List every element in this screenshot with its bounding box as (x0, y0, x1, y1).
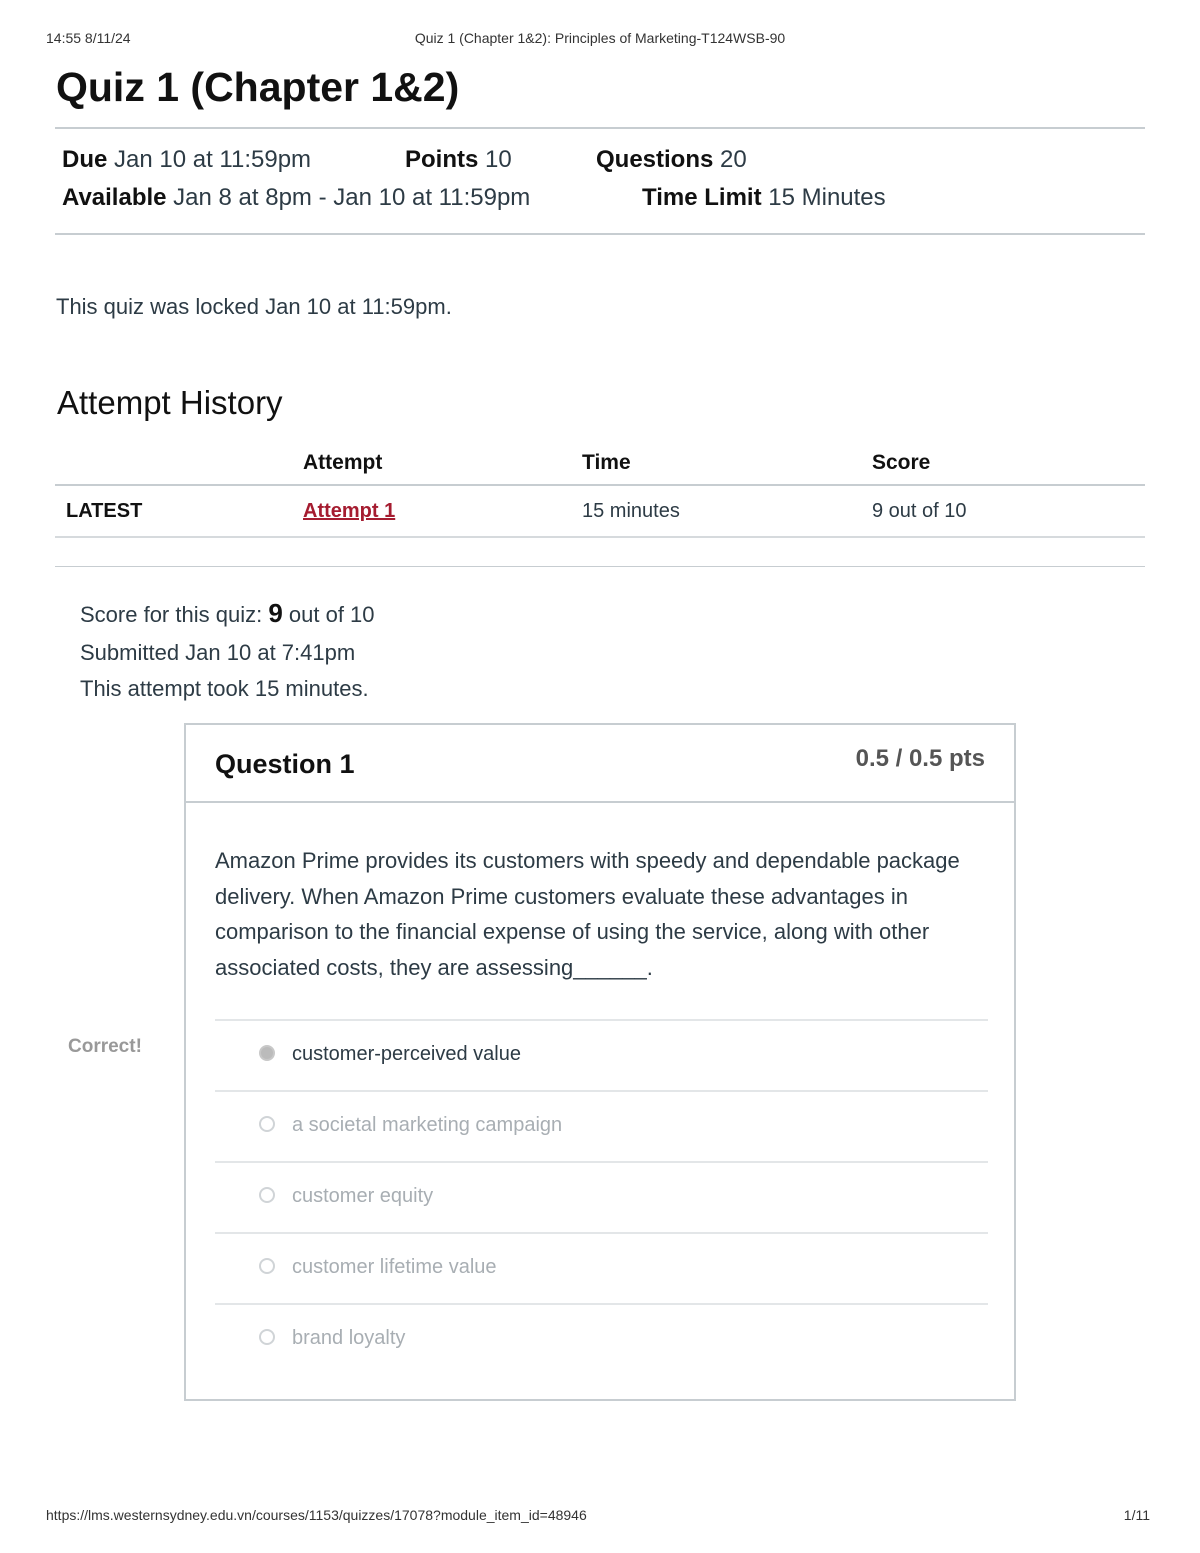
radio-icon[interactable] (259, 1187, 275, 1203)
attempt-score: 9 out of 10 (872, 500, 967, 522)
divider (55, 233, 1145, 235)
score-value: 9 (268, 598, 283, 628)
question-text: Amazon Prime provides its customers with speedy and dependable package delivery. When Amazon Prime customers evaluate these advantages in comparison to the financial expense of using the service, along with other associated costs, they are assessing______. (215, 848, 960, 980)
question-points: 0.5 / 0.5 pts (855, 745, 985, 772)
quiz-points (405, 146, 512, 174)
question-title: Question 1 (215, 749, 355, 779)
attempt-history-table (55, 446, 1145, 538)
attempt-history-title: Attempt History (57, 384, 283, 421)
score-prefix: Score for this quiz: (80, 602, 263, 627)
points-value: 10 (485, 146, 512, 173)
points-label: Points (405, 146, 479, 173)
available-value: Jan 8 at 8pm - Jan 10 at 11:59pm (173, 184, 531, 211)
attempt-time: 15 minutes (582, 500, 680, 522)
print-doc-title: Quiz 1 (Chapter 1&2): Principles of Marketing-T124WSB-90 (414, 30, 786, 46)
answer-label: customer equity (292, 1185, 434, 1207)
correct-answer-flag (60, 1026, 189, 1069)
radio-icon[interactable] (259, 1329, 275, 1345)
radio-icon[interactable] (259, 1258, 275, 1274)
score-suffix: out of 10 (288, 602, 375, 627)
print-url: https://lms.westernsydney.edu.vn/courses/1153/quizzes/17078?module_item_id=48946 (46, 1507, 587, 1523)
print-timestamp: 14:55 8/11/24 (46, 30, 131, 46)
duration-line: This attempt took 15 minutes. (80, 676, 369, 701)
answer-label: customer lifetime value (292, 1256, 497, 1278)
correct-flag-label: Correct! (68, 1036, 142, 1057)
quiz-available (62, 184, 530, 212)
time-limit-value: 15 Minutes (768, 184, 886, 211)
answer-option[interactable] (215, 1019, 988, 1090)
divider (55, 566, 1145, 567)
question-card (184, 723, 1016, 1401)
radio-selected-icon[interactable] (259, 1045, 275, 1061)
table-header (55, 446, 1145, 486)
quiz-due (62, 146, 311, 174)
answer-option[interactable] (215, 1161, 988, 1232)
radio-icon[interactable] (259, 1116, 275, 1132)
column-header-time: Time (582, 451, 631, 474)
divider (55, 127, 1145, 129)
time-limit-label: Time Limit (642, 184, 762, 211)
print-header (46, 30, 1154, 48)
column-header-attempt: Attempt (303, 451, 383, 474)
locked-message: This quiz was locked Jan 10 at 11:59pm. (56, 294, 452, 319)
answer-list (215, 1019, 988, 1374)
submitted-line: Submitted Jan 10 at 7:41pm (80, 640, 356, 665)
question-header (186, 725, 1014, 803)
answer-option[interactable] (215, 1090, 988, 1161)
answer-label: customer-perceived value (292, 1043, 521, 1065)
column-header-score: Score (872, 451, 931, 474)
page-number: 1/11 (1123, 1507, 1150, 1523)
quiz-questions (596, 146, 747, 174)
quiz-score-line (80, 598, 375, 629)
answer-label: a societal marketing campaign (292, 1114, 563, 1136)
due-label: Due (62, 146, 108, 173)
available-label: Available (62, 184, 167, 211)
attempt-1-link[interactable]: Attempt 1 (303, 500, 396, 522)
due-value: Jan 10 at 11:59pm (114, 146, 312, 173)
page-title: Quiz 1 (Chapter 1&2) (56, 64, 460, 110)
answer-label: brand loyalty (292, 1327, 406, 1349)
answer-option[interactable] (215, 1232, 988, 1303)
answer-option[interactable] (215, 1303, 988, 1374)
questions-value: 20 (720, 146, 747, 173)
questions-label: Questions (596, 146, 714, 173)
quiz-time-limit (642, 184, 886, 212)
latest-tag: LATEST (66, 500, 143, 522)
table-row (55, 486, 1145, 538)
